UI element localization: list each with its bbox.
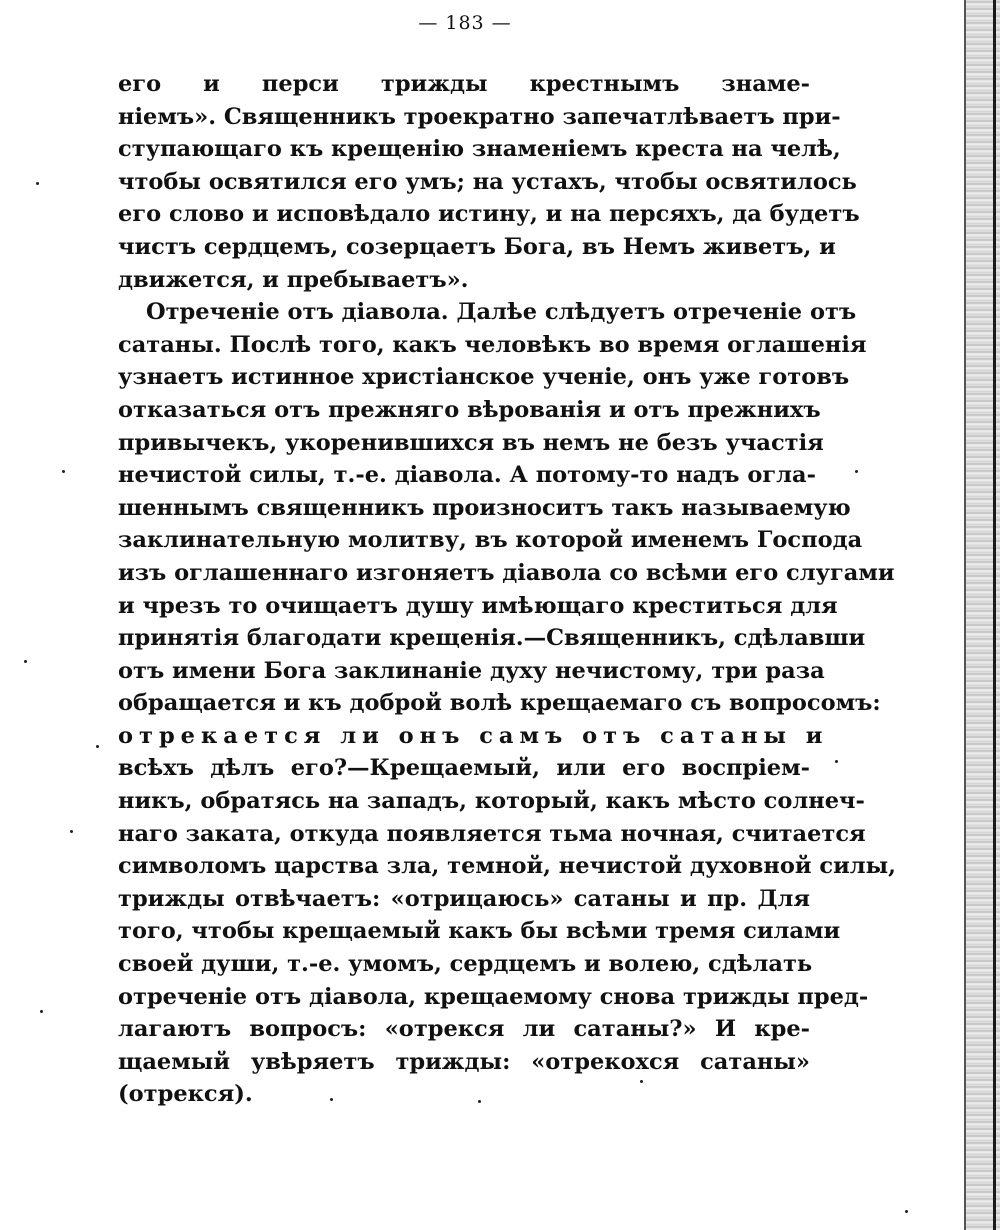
text-line: своей души, т.-е. умомъ, сердцемъ и волею, сдѣлать: [118, 951, 813, 978]
text-line: символомъ царства зла, темной, нечистой духовной силы,: [118, 853, 897, 880]
text-line: его слово и исповѣдало истину, и на персяхъ, да будетъ: [118, 201, 860, 228]
text-line: никъ, обратясь на западъ, который, какъ мѣсто солнеч-: [118, 788, 865, 815]
text-line: отрекается ли онъ самъ отъ сатаны и: [118, 722, 829, 749]
text-line: движется, и пребываетъ».: [118, 266, 469, 293]
scan-speck: [62, 470, 65, 473]
page-number: — 183 —: [418, 12, 512, 34]
text-line: чтобы освятился его умъ; на устахъ, чтобы освятилось: [118, 168, 857, 195]
text-line: сатаны. Послѣ того, какъ человѣкъ во время оглашенія: [118, 331, 867, 358]
text-line: того, чтобы крещаемый какъ бы всѣми тремя силами: [118, 918, 841, 945]
text-line: отказаться отъ прежняго вѣрованія и отъ прежнихъ: [118, 396, 821, 423]
scan-speck: [36, 182, 39, 185]
text-line: чистъ сердцемъ, созерцаетъ Бога, въ Немъ живетъ, и: [118, 233, 836, 260]
text-line: нечистой силы, т.-е. діавола. А потому-то надъ огла-: [118, 462, 816, 489]
scan-speck: [96, 745, 99, 748]
text-line: и чрезъ то очищаетъ душу имѣющаго креститься для: [118, 592, 838, 619]
text-line: изъ оглашеннаго изгоняетъ діавола со всѣми его слугами: [118, 559, 895, 586]
text-line: ніемъ». Священникъ троекратно запечатлѣваетъ при-: [118, 103, 841, 130]
text-line: отреченіе отъ діавола, крещаемому снова трижды пред-: [118, 983, 869, 1010]
paragraph-heading-line: Отреченіе отъ діавола. Далѣе слѣдуетъ отреченіе отъ: [146, 299, 857, 326]
body-text: [118, 68, 897, 1111]
text-line: обращается и къ доброй волѣ крещаемаго съ вопросомъ:: [118, 690, 881, 717]
text-line: шеннымъ священникъ произноситъ такъ называемую: [118, 494, 851, 521]
text-line: узнаетъ истинное христіанское ученіе, онъ уже готовъ: [118, 364, 850, 391]
scan-speck: [478, 1100, 481, 1103]
scan-speck: [330, 1098, 333, 1101]
text-line: трижды отвѣчаетъ: «отрицаюсь» сатаны и пр. Для: [118, 885, 810, 912]
text-line: ступающаго къ крещенію знаменіемъ креста на челѣ,: [118, 136, 841, 163]
text-line: щаемый увѣряетъ трижды: «отрекохся сатаны»: [118, 1048, 810, 1075]
scan-speck: [855, 470, 858, 473]
text-line: наго заката, откуда появляется тьма ночная, считается: [118, 820, 866, 847]
text-line: лагаютъ вопросъ: «отрекся ли сатаны?» И кре-: [118, 1016, 810, 1043]
text-line: привычекъ, укоренившихся въ немъ не безъ участія: [118, 429, 824, 456]
book-spine-edge: [964, 0, 1000, 1230]
scan-speck: [70, 830, 73, 833]
text-line: принятія благодати крещенія.—Священникъ, сдѣлавши: [118, 625, 866, 652]
text-line: его и перси трижды крестнымъ знаме-: [118, 71, 810, 97]
scan-speck: [905, 1210, 908, 1213]
text-line: (отрекся).: [118, 1081, 253, 1108]
scan-speck: [640, 1080, 643, 1083]
text-line: заклинательную молитву, въ которой именемъ Господа: [118, 527, 863, 554]
text-line: всѣхъ дѣлъ его?—Крещаемый, или его воспріем-: [118, 755, 810, 782]
scan-speck: [835, 760, 838, 763]
scan-speck: [40, 1010, 43, 1013]
text-line: отъ имени Бога заклинаніе духу нечистому, три раза: [118, 657, 825, 684]
scan-speck: [24, 660, 27, 663]
